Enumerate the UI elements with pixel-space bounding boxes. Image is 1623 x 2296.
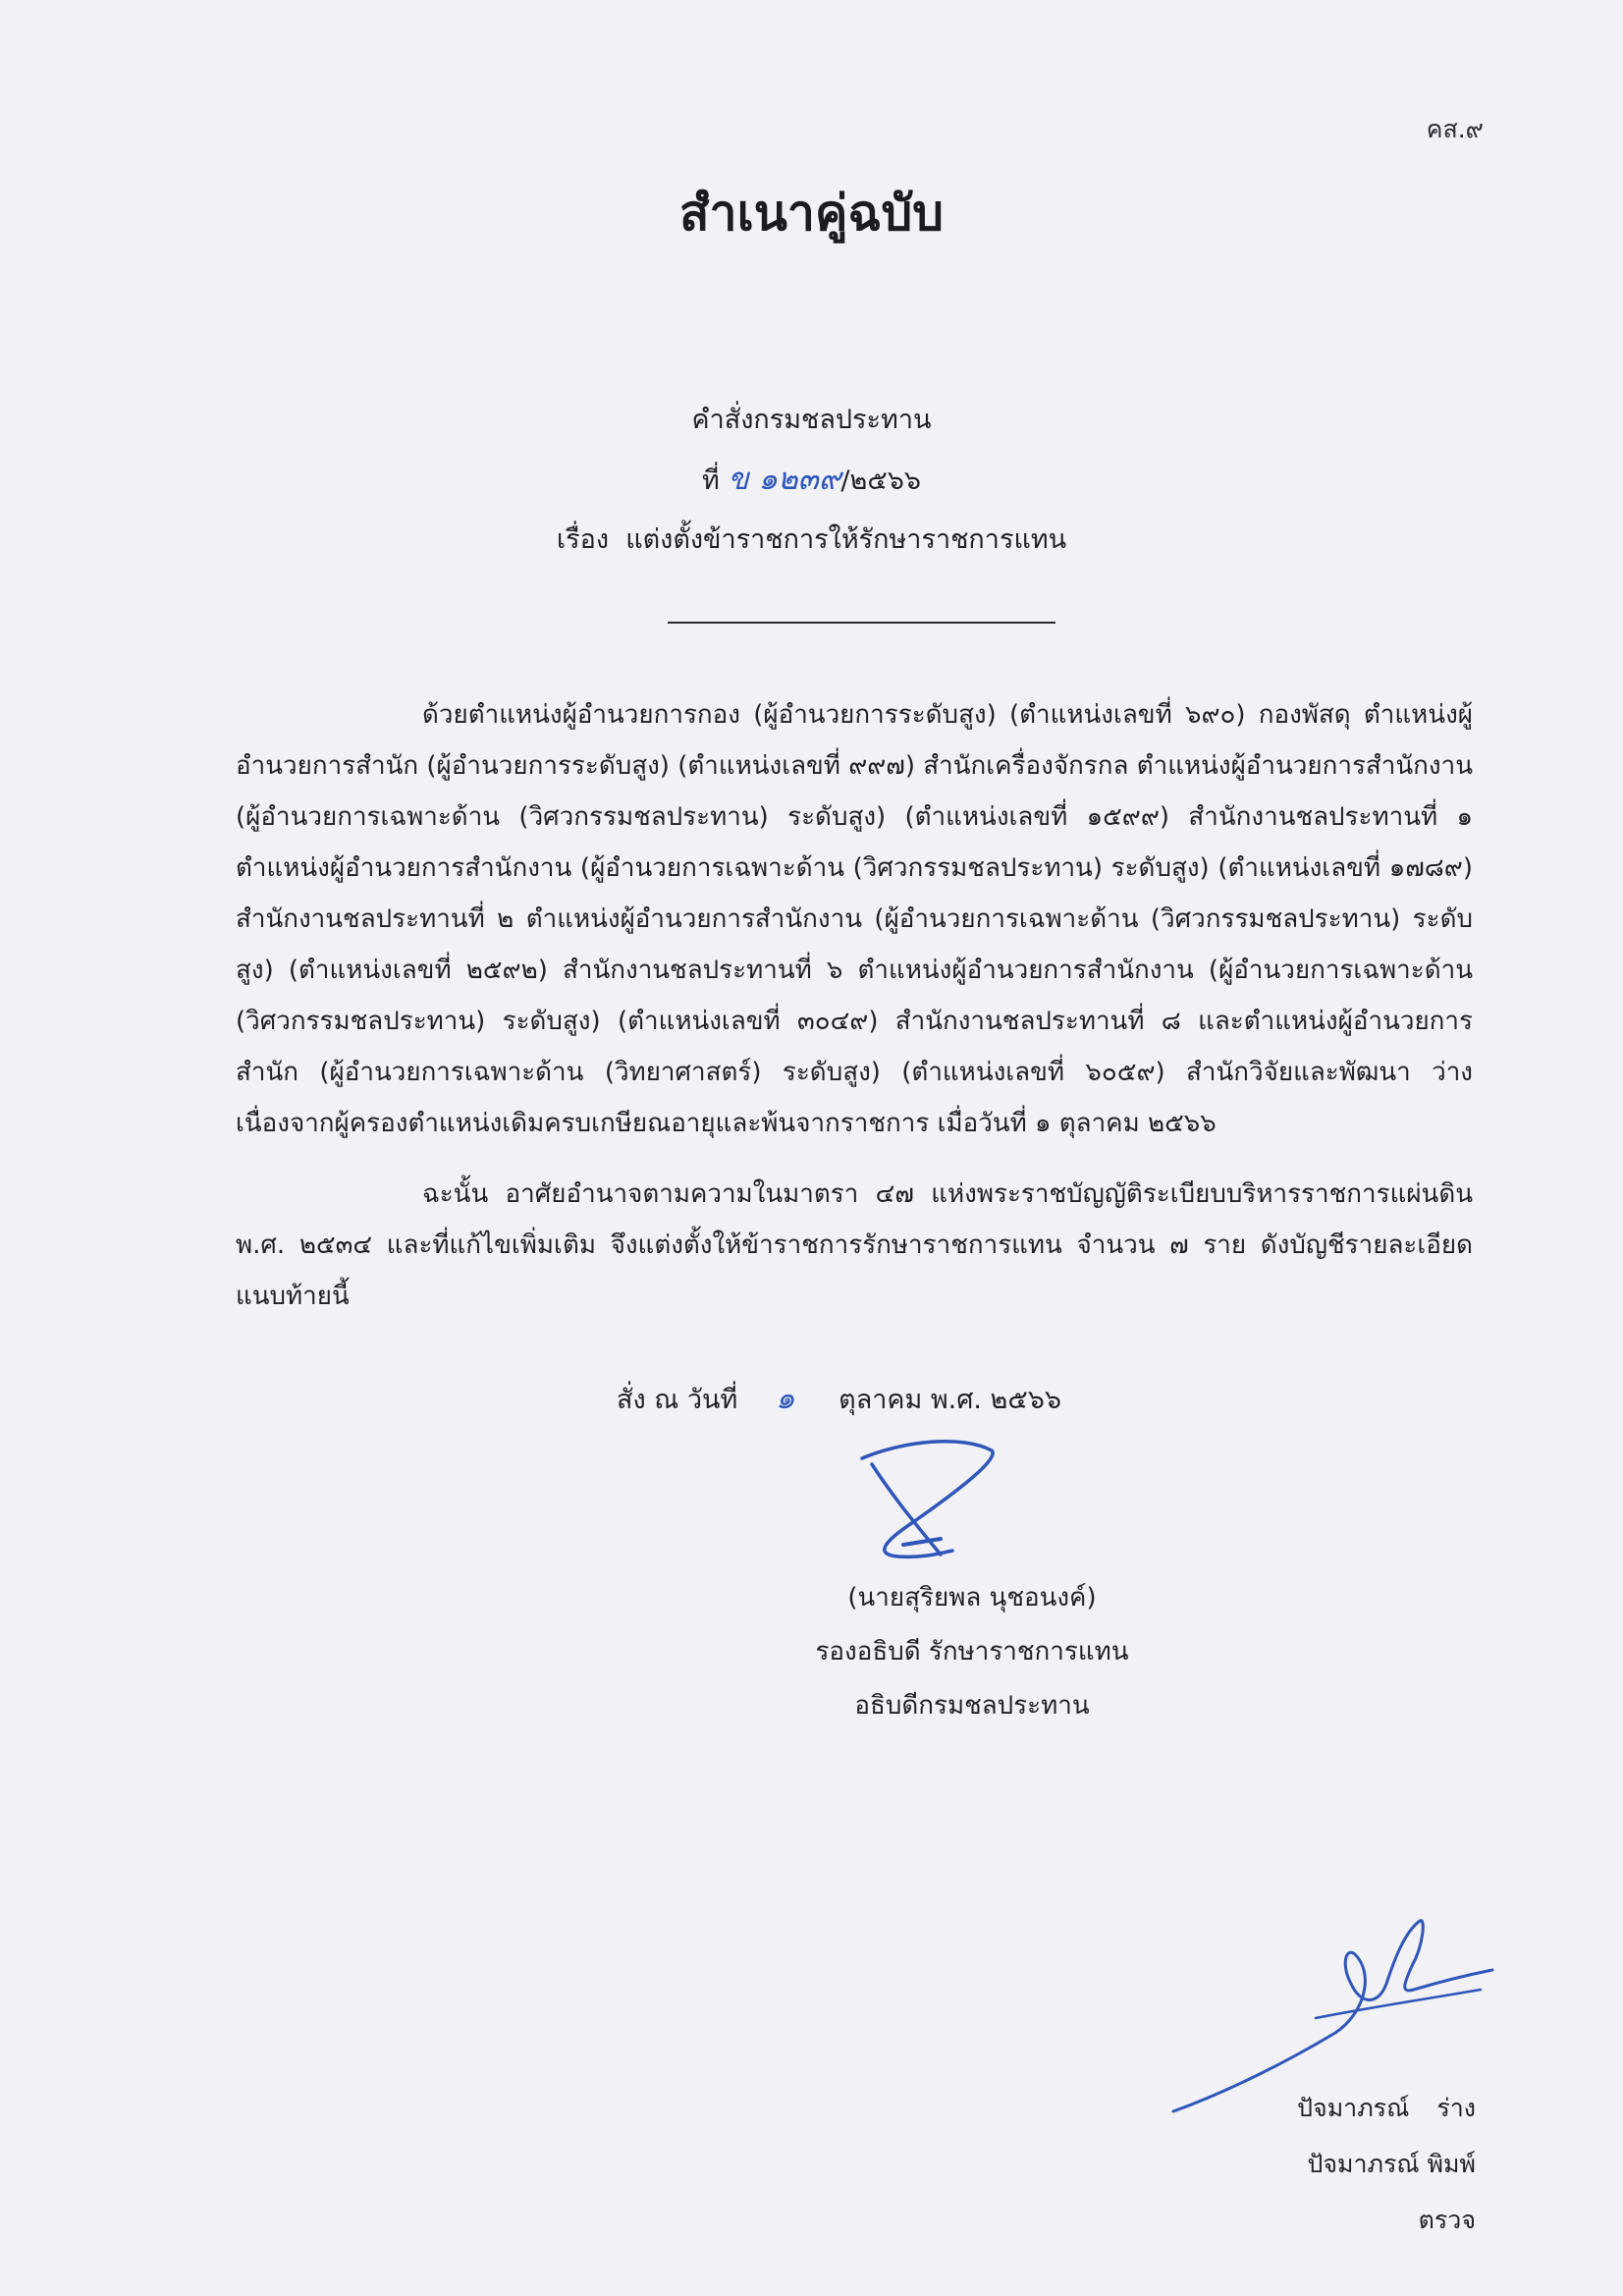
drafter-role: ร่าง	[1436, 2094, 1476, 2122]
order-number-handwritten: ข ๑๒๓๙	[728, 462, 841, 497]
signer-name: (นายสุริยพล นุชอนงค์)	[847, 1583, 1097, 1613]
typist-role: พิมพ์	[1427, 2150, 1476, 2178]
order-issuer: คำสั่งกรมชลประทาน	[691, 405, 932, 435]
order-subject: แต่งตั้งข้าราชการให้รักษาราชการแทน	[625, 524, 1067, 555]
signer-position-1: รองอธิบดี รักษาราชการแทน	[815, 1637, 1129, 1667]
order-subject-label: เรื่อง	[556, 524, 610, 555]
initials-block	[1297, 2080, 1476, 2248]
order-body	[236, 689, 1473, 1322]
drafter-name: ปัจมาภรณ์	[1297, 2094, 1410, 2122]
typist-name: ปัจมาภรณ์	[1307, 2150, 1420, 2178]
typist-line	[1297, 2136, 1476, 2192]
order-number-line	[0, 450, 1623, 511]
signer-block	[746, 1571, 1198, 1733]
copy-title: สำเนาคู่ฉบับ	[679, 185, 944, 242]
main-signature	[844, 1429, 1011, 1576]
drafter-line	[1297, 2080, 1476, 2136]
order-number-prefix: ที่	[701, 465, 720, 496]
order-subject-line	[0, 511, 1623, 570]
checker-line	[1297, 2192, 1476, 2248]
date-day-handwritten: ๑	[775, 1381, 795, 1416]
date-prefix: สั่ง ณ วันที่	[617, 1385, 738, 1415]
order-heading	[0, 391, 1623, 570]
body-paragraph-1: ด้วยตำแหน่งผู้อำนวยการกอง (ผู้อำนวยการระดับสูง) (ตำแหน่งเลขที่ ๖๙๐) กองพัสดุ ตำแหน่งผู้อำนวยการสำนัก (ผู้อำนวยการระดับสูง) (ตำแหน่งเลขที่ ๙๙๗) สำนักเครื่องจักรกล ตำแหน่งผู้อำนวยการสำนักงาน (ผู้อำนวยการเฉพาะด้าน (วิศวกรรมชลประทาน) ระดับสูง) (ตำแหน่งเลขที่ ๑๕๙๙) สำนักงานชลประทานที่ ๑ ตำแหน่งผู้อำนวยการสำนักงาน (ผู้อำนวยการเฉพาะด้าน (วิศวกรรมชลประทาน) ระดับสูง) (ตำแหน่งเลขที่ ๑๗๘๙) สำนักงานชลประทานที่ ๒ ตำแหน่งผู้อำนวยการสำนักงาน (ผู้อำนวยการเฉพาะด้าน (วิศวกรรมชลประทาน) ระดับสูง) (ตำแหน่งเลขที่ ๒๕๙๒) สำนักงานชลประทานที่ ๖ ตำแหน่งผู้อำนวยการสำนักงาน (ผู้อำนวยการเฉพาะด้าน (วิศวกรรมชลประทาน) ระดับสูง) (ตำแหน่งเลขที่ ๓๐๔๙) สำนักงานชลประทานที่ ๘ และตำแหน่งผู้อำนวยการสำนัก (ผู้อำนวยการเฉพาะด้าน (วิทยาศาสตร์) ระดับสูง) (ตำแหน่งเลขที่ ๖๐๕๙) สำนักวิจัยและพัฒนา ว่าง เนื่องจากผู้ครองตำแหน่งเดิมครบเกษียณอายุและพ้นจากราชการ เมื่อวันที่ ๑ ตุลาคม ๒๕๖๖	[236, 700, 1473, 1138]
form-code: คส.๙	[1426, 115, 1484, 143]
order-number-suffix: /๒๕๖๖	[840, 465, 922, 496]
body-paragraph-2: ฉะนั้น อาศัยอำนาจตามความในมาตรา ๔๗ แห่งพระราชบัญญัติระเบียบบริหารราชการแผ่นดิน พ.ศ. ๒๕๓๔ และที่แก้ไขเพิ่มเติม จึงแต่งตั้งให้ข้าราชการรักษาราชการแทน จำนวน ๗ ราย ดังบัญชีรายละเอียดแนบท้ายนี้	[236, 1179, 1473, 1311]
checker-role: ตรวจ	[1418, 2206, 1476, 2234]
date-suffix: ตุลาคม พ.ศ. ๒๕๖๖	[839, 1385, 1062, 1415]
signing-date	[617, 1373, 1061, 1422]
signer-position-2: อธิบดีกรมชลประทาน	[854, 1691, 1090, 1721]
heading-divider	[668, 622, 1055, 624]
